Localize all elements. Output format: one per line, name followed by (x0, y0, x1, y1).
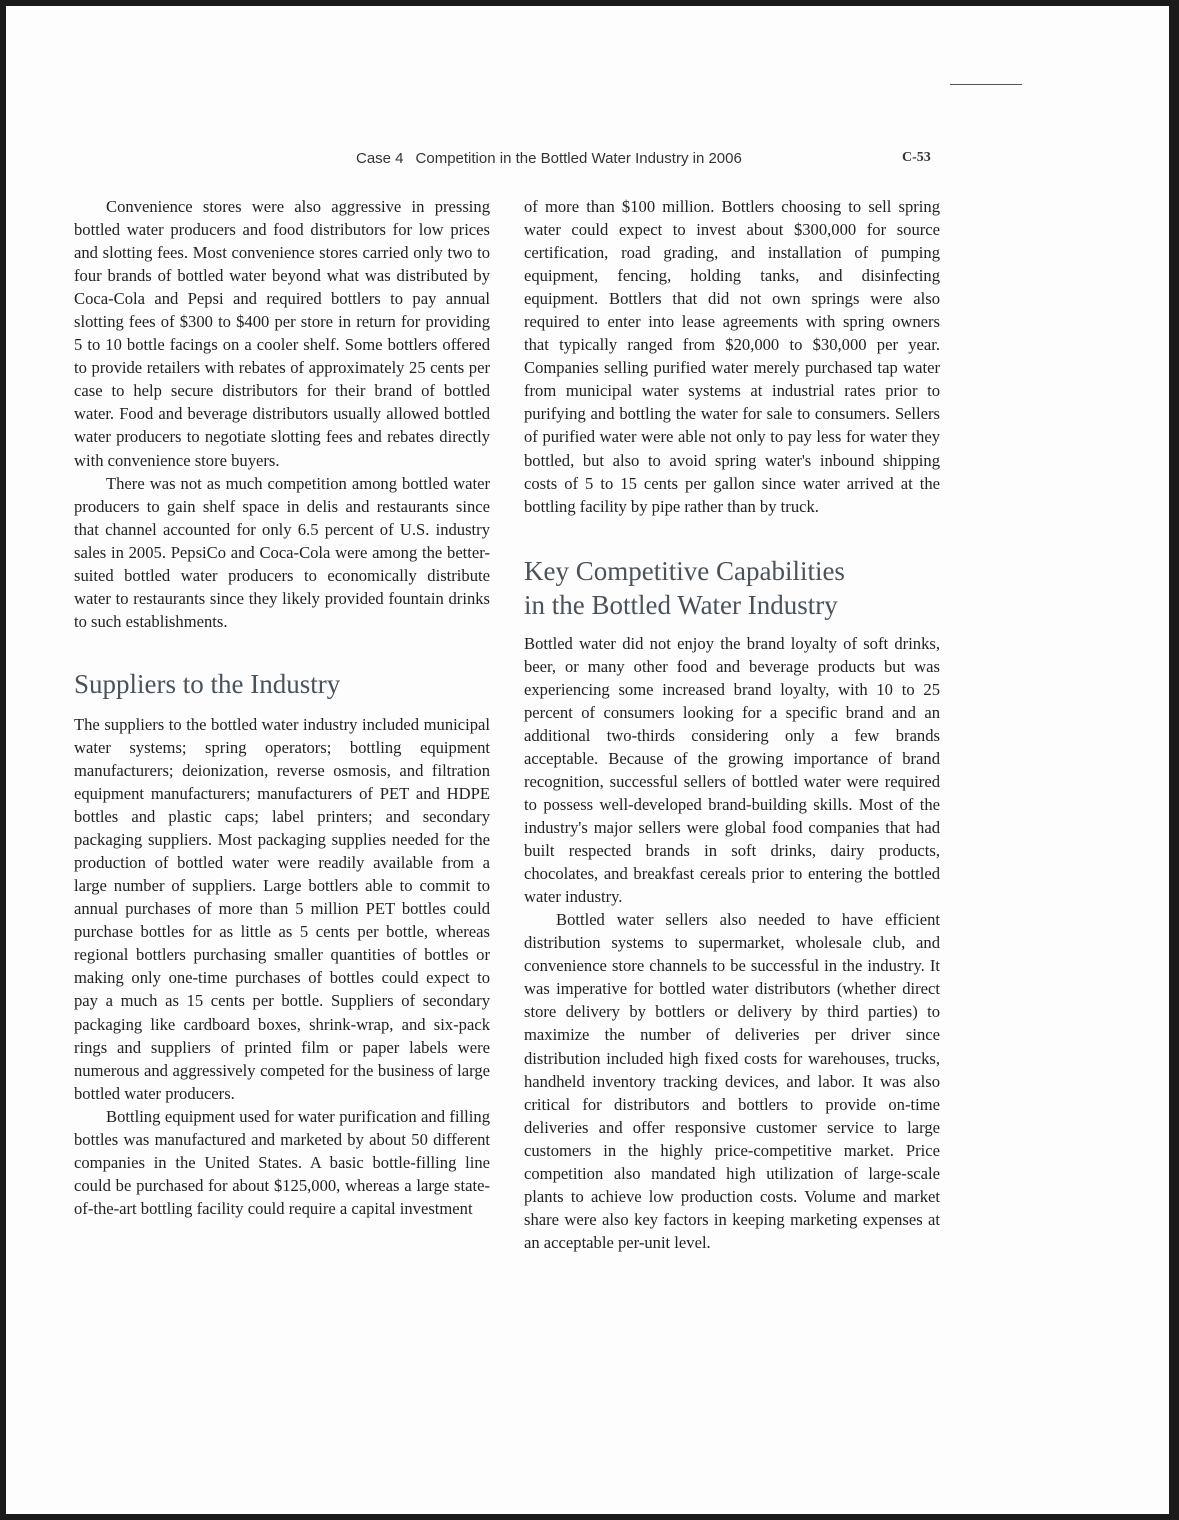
case-label: Case 4 (356, 150, 404, 167)
page-number: C-53 (902, 150, 931, 165)
paragraph-convenience-stores: Convenience stores were also aggressive in pressing bottled water producers and food distributors for low prices and slotting fees. Most convenience stores carried only two to four brands of bottled water beyond what was distributed by Coca-Cola and Pepsi and required bottlers to pay annual slotting fees of $300 to $400 per store in return for providing 5 to 10 bottle facings on a cooler shelf. Some bottlers offered to provide retailers with rebates of approximately 25 cents per case to help secure distributors for their brand of bottled water. Food and beverage distributors usually allowed bottled water producers to negotiate slotting fees and rebates directly with convenience store buyers. (74, 197, 490, 470)
paragraph-bottling-equipment: Bottling equipment used for water purification and filling bottles was manufactured and marketed by about 50 different companies in the United States. A basic bottle-filling line could be purchased for about $125,000, whereas a large state-of-the-art bottling facility could require a capital investment (74, 1106, 490, 1218)
heading-key-line1: Key Competitive Capabilities (524, 555, 845, 586)
document-page (6, 6, 1169, 1514)
left-column (74, 195, 490, 1220)
paragraph-delis-restaurants: There was not as much competition among bottled water producers to gain shelf space in delis and restaurants since that channel accounted for only 6.5 percent of U.S. industry sales in 2005. PepsiCo and Coca-Cola were among the better-suited bottled water producers to economically distribute water to restaurants since they likely provided fountain drinks to such establishments. (74, 473, 490, 631)
heading-suppliers: Suppliers to the Industry (74, 668, 341, 699)
right-column (524, 195, 940, 1254)
running-head (6, 148, 1169, 172)
heading-key-capabilities (524, 554, 940, 622)
paragraph-brand-loyalty: Bottled water did not enjoy the brand loyalty of soft drinks, beer, or many other food and beverage products but was experiencing some increased brand loyalty, with 10 to 25 percent of consumers looking for a specific brand and an additional two-thirds considering only a few brands acceptable. Because of the growing importance of brand recognition, successful sellers of bottled water were required to possess well-developed brand-building skills. Most of the industry's major sellers were global food companies that had built respected brands in soft drinks, dairy products, chocolates, and breakfast cereals prior to entering the bottled water industry. (524, 633, 940, 907)
heading-key-line2: in the Bottled Water Industry (524, 589, 838, 620)
running-head-text (356, 150, 742, 167)
case-title: Competition in the Bottled Water Industry in 2006 (415, 150, 742, 167)
paragraph-suppliers: The suppliers to the bottled water industry included municipal water systems; spring operators; bottling equipment manufacturers; deionization, reverse osmosis, and filtration equipment manufacturers; manufacturers of PET and HDPE bottles and plastic caps; label printers; and secondary packaging suppliers. Most packaging supplies needed for the production of bottled water were readily available from a large number of suppliers. Large bottlers able to commit to annual purchases of more than 5 million PET bottles could purchase bottles for as little as 5 cents per bottle, whereas regional bottlers purchasing smaller quantities of bottles or making only one-time purchases of bottles could expect to pay a much as 15 cents per bottle. Suppliers of secondary packaging like cardboard boxes, shrink-wrap, and six-pack rings and suppliers of printed film or paper labels were numerous and aggressively competed for the business of large bottled water producers. (74, 714, 490, 1103)
paragraph-spring-water-costs: of more than $100 million. Bottlers choosing to sell spring water could expect to invest about $300,000 for source certification, road grading, and installation of pumping equipment, fencing, holding tanks, and disinfecting equipment. Bottlers that did not own springs were also required to enter into lease agreements with spring owners that typically ranged from $20,000 to $30,000 per year. Companies selling purified water merely purchased tap water from municipal water systems at industrial rates prior to purifying and bottling the water for sale to consumers. Sellers of purified water were able not only to pay less for water they bottled, but also to avoid spring water's inbound shipping costs of 5 to 15 cents per gallon since water arrived at the bottling facility by pipe rather than by truck. (524, 197, 940, 516)
paragraph-distribution: Bottled water sellers also needed to have efficient distribution systems to supermarket, wholesale club, and convenience store channels to be successful in the industry. It was imperative for bottled water distributors (whether direct store delivery by bottlers or delivery by third parties) to maximize the number of deliveries per driver since distribution included high fixed costs for warehouses, trucks, handheld inventory tracking devices, and labor. It was also critical for distributors and bottlers to provide on-time deliveries and offer responsive customer service to large customers in the highly price-competitive market. Price competition also mandated high utilization of large-scale plants to achieve low production costs. Volume and market share were also key factors in keeping marketing expenses at an acceptable per-unit level. (524, 910, 940, 1252)
corner-rule (950, 84, 1022, 85)
